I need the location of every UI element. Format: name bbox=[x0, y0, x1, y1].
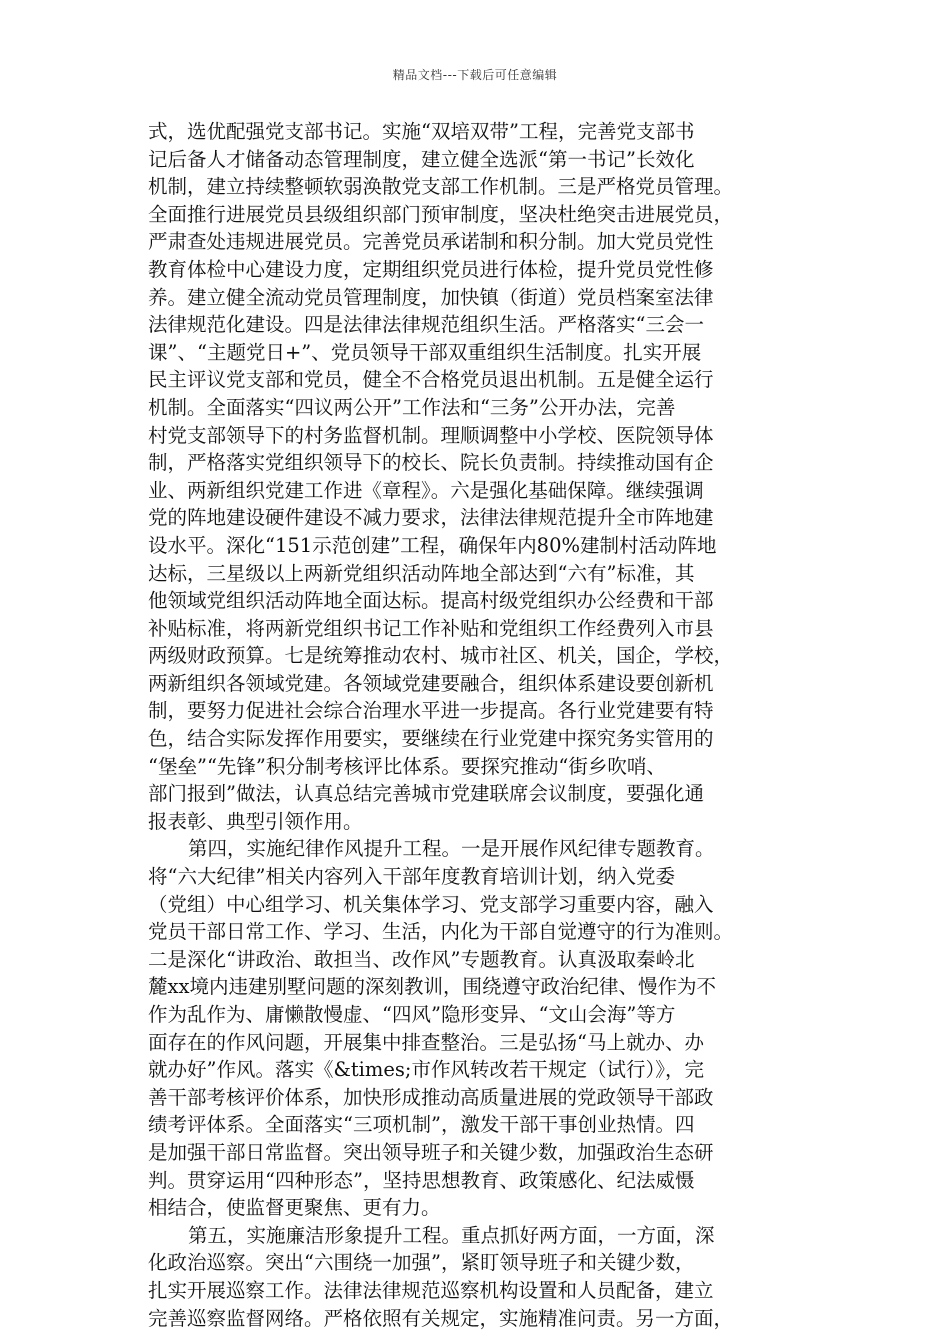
text-line: 设水平。深化“151示范创建”工程，确保年内80%建制村活动阵地 bbox=[148, 533, 717, 557]
text-line: 两新组织各领域党建。各领域党建要融合，组织体系建设要创新机 bbox=[148, 671, 714, 695]
text-line: 村党支部领导下的村务监督机制。理顺调整中小学校、医院领导体 bbox=[148, 423, 714, 447]
text-line: 党的阵地建设硬件建设不减力要求，法律法律规范提升全市阵地建 bbox=[148, 506, 714, 530]
paragraph-start-line: 第四，实施纪律作风提升工程。一是开展作风纪律专题教育。 bbox=[188, 837, 715, 861]
text-line: 制，要努力促进社会综合治理水平进一步提高。各行业党建要有特 bbox=[148, 699, 714, 723]
text-line: 善干部考核评价体系，加快形成推动高质量进展的党政领导干部政 bbox=[148, 1085, 714, 1109]
text-line: 式，选优配强党支部书记。实施“双培双带”工程，完善党支部书 bbox=[148, 120, 695, 143]
text-line: 面存在的作风问题，开展集中排查整治。三是弘扬“马上就办、办 bbox=[148, 1030, 704, 1054]
text-line: 严肃查处违规进展党员。完善党员承诺制和积分制。加大党员党性 bbox=[148, 230, 714, 254]
text-line: 课”、“主题党日+”、党员领导干部双重组织生活制度。扎实开展 bbox=[148, 340, 702, 364]
text-line: 两级财政预算。七是统筹推动农村、城市社区、机关，国企，学校， bbox=[148, 644, 734, 668]
text-line: 扎实开展巡察工作。法律法律规范巡察机构设置和人员配备，建立 bbox=[148, 1278, 714, 1302]
text-line: 报表彰、典型引领作用。 bbox=[148, 809, 363, 833]
text-line: 将“六大纪律”相关内容列入干部年度教育培训计划，纳入党委 bbox=[148, 865, 675, 889]
paragraph-start-line: 第五，实施廉洁形象提升工程。重点抓好两方面，一方面，深 bbox=[188, 1223, 715, 1247]
text-line: 化政治巡察。突出“六围绕一加强”，紧盯领导班子和关键少数， bbox=[148, 1251, 695, 1275]
text-line: 教育体检中心建设力度，定期组织党员进行体检，提升党员党性修 bbox=[148, 257, 714, 281]
text-line: 机制，建立持续整顿软弱涣散党支部工作机制。三是严格党员管理。 bbox=[148, 175, 734, 199]
text-line: 他领域党组织活动阵地全面达标。提高村级党组织办公经费和干部 bbox=[148, 589, 714, 613]
text-line: 绩考评体系。全面落实“三项机制”，激发干部干事创业热情。四 bbox=[148, 1113, 695, 1137]
text-line: 麓xx境内违建别墅问题的深刻教训，围绕遵守政治纪律、慢作为不 bbox=[148, 975, 716, 999]
text-line: 党员干部日常工作、学习、生活，内化为干部自觉遵守的行为准则。 bbox=[148, 920, 734, 944]
text-line: 相结合，使监督更聚焦、更有力。 bbox=[148, 1196, 441, 1220]
text-line: “堡垒”“先锋”积分制考核评比体系。要探究推动“街乡吹哨、 bbox=[148, 754, 666, 778]
text-line: 养。建立健全流动党员管理制度，加快镇（街道）党员档案室法律 bbox=[148, 285, 714, 309]
text-line: 记后备人才储备动态管理制度，建立健全选派“第一书记”长效化 bbox=[148, 147, 695, 171]
document-body bbox=[148, 118, 820, 1332]
text-line: 是加强干部日常监督。突出领导班子和关键少数，加强政治生态研 bbox=[148, 1140, 714, 1164]
text-line: 业、两新组织党建工作进《章程》。六是强化基础保障。继续强调 bbox=[148, 478, 704, 502]
text-line: （党组）中心组学习、机关集体学习、党支部学习重要内容，融入 bbox=[148, 892, 714, 916]
text-line: 就办好”作风。落实《&times;市作风转改若干规定（试行）》，完 bbox=[148, 1058, 705, 1082]
text-line: 机制。全面落实“四议两公开”工作法和“三务”公开办法，完善 bbox=[148, 395, 676, 419]
text-line: 部门报到”做法，认真总结完善城市党建联席会议制度，要强化通 bbox=[148, 782, 704, 806]
text-line: 制，严格落实党组织领导下的校长、院长负责制。持续推动国有企 bbox=[148, 451, 714, 475]
text-line: 二是深化“讲政治、敢担当、改作风”专题教育。认真汲取秦岭北 bbox=[148, 947, 695, 971]
text-line: 色，结合实际发挥作用要实，要继续在行业党建中探究务实管用的 bbox=[148, 727, 714, 751]
text-line: 完善巡察监督网络。严格依照有关规定，实施精准问责。另一方面， bbox=[148, 1306, 734, 1330]
text-line: 法律规范化建设。四是法律法律规范组织生活。严格落实“三会一 bbox=[148, 313, 704, 337]
text-line: 全面推行进展党员县级组织部门预审制度，坚决杜绝突击进展党员， bbox=[148, 202, 734, 226]
text-line: 补贴标准，将两新党组织书记工作补贴和党组织工作经费列入市县 bbox=[148, 616, 714, 640]
text-line: 达标，三星级以上两新党组织活动阵地全部达到“六有”标准，其 bbox=[148, 561, 695, 585]
text-line: 民主评议党支部和党员，健全不合格党员退出机制。五是健全运行 bbox=[148, 368, 714, 392]
text-line: 作为乱作为、庸懒散慢虚、“四风”隐形变异、“文山会海”等方 bbox=[148, 1003, 676, 1026]
page-header: 精品文档---下载后可任意编辑 bbox=[392, 68, 558, 82]
text-line: 判。贯穿运用“四种形态”，坚持思想教育、政策感化、纪法威慑 bbox=[148, 1168, 695, 1192]
